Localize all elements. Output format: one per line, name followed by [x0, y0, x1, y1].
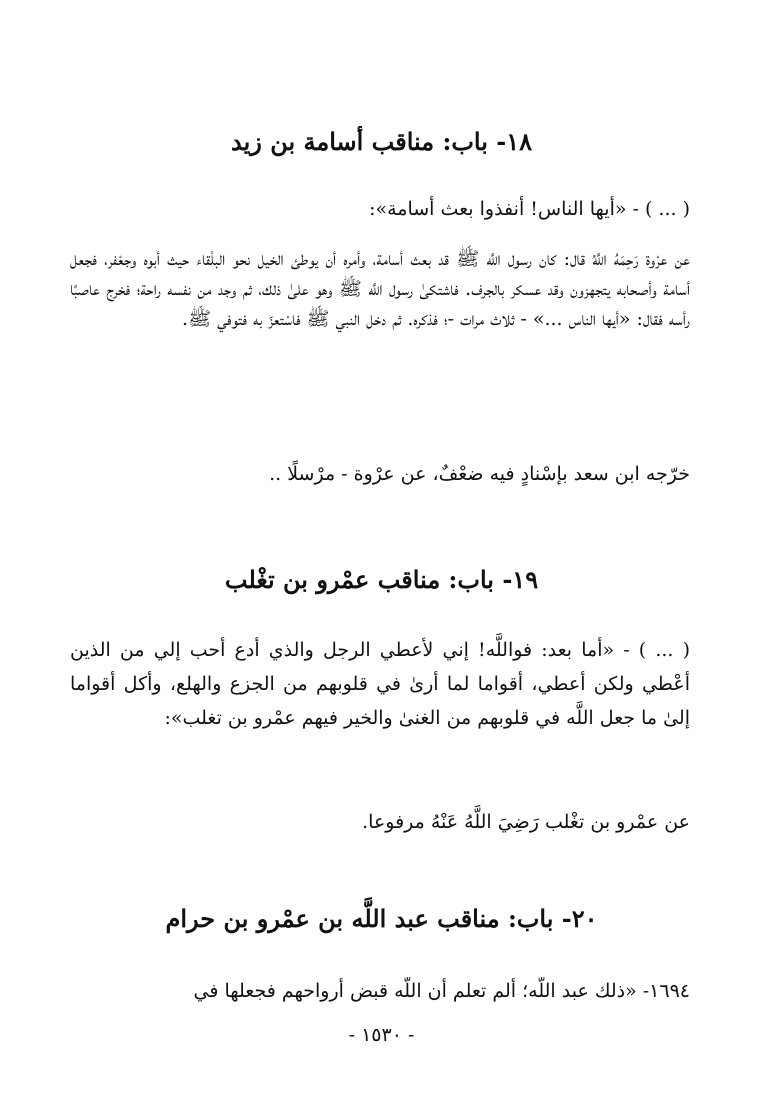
page-number: - ١٥٣٠ - — [348, 1024, 415, 1046]
section-19-hadith-text: ( ... ) - «أما بعد: فواللَّه! إني لأعطي الرجل والذي أدع أحب إلي من الذين أعْطي ولكن أعطي، أقواما لما أرىٰ في قلوبهم من الجزع والهلع، وأكل أقواما إلىٰ ما جعل اللَّه في قلوبهم من الغنىٰ والخير فيهم عمْرو بن تغلب»: — [70, 639, 690, 729]
section-18-narration: عن عرْوة رَحِمَهُ اللَّهُ قال: كان رسول اللَّه ﷺ قد بعث أسامة، وأمره أن يوطئ الخيل نحو البلْقاء حيث أبوه وجعْفر، فجعل أسامة وأصحابه يتجهزون وقد عسكر بالجرف. فاشتكىٰ رسول اللَّه ﷺ وهو علىٰ ذلك، ثم وجد من نفسه راحة؛ فخرج عاصبًا رأسه فقال: «أيها الناس ...» - ثلاث مرات -؛ فذكره. ثم دخل النبي ﷺ فاسْتعزّ به فتوفي ﷺ. — [70, 248, 690, 330]
section-18-hadith-header: ( ... ) - «أيها الناس! أنفذوا بعث أسامة»: — [369, 198, 690, 220]
section-20-hadith-text: ١٦٩٤- «ذلك عبد اللَّه؛ ألم تعلم أن اللَّه قبض أرواحهم فجعلها في — [193, 980, 690, 1002]
section-20-heading: ٢٠- باب: مناقب عبد اللَّه بن عمْرو بن حرام — [165, 904, 598, 933]
section-19-heading: ١٩- باب: مناقب عمْرو بن تغْلب — [224, 565, 539, 594]
section-18-heading: ١٨- باب: مناقب أسامة بن زيد — [230, 127, 533, 156]
section-18-takhrij: خرّجه ابن سعد بإسْنادٍ فيه ضعْفٌ، عن عرْوة - مرْسلًا .. — [269, 463, 690, 485]
section-19-narration: عن عمْرو بن تغْلب رَضِيَ اللَّهُ عَنْهُ مرفوعا. — [362, 811, 690, 833]
